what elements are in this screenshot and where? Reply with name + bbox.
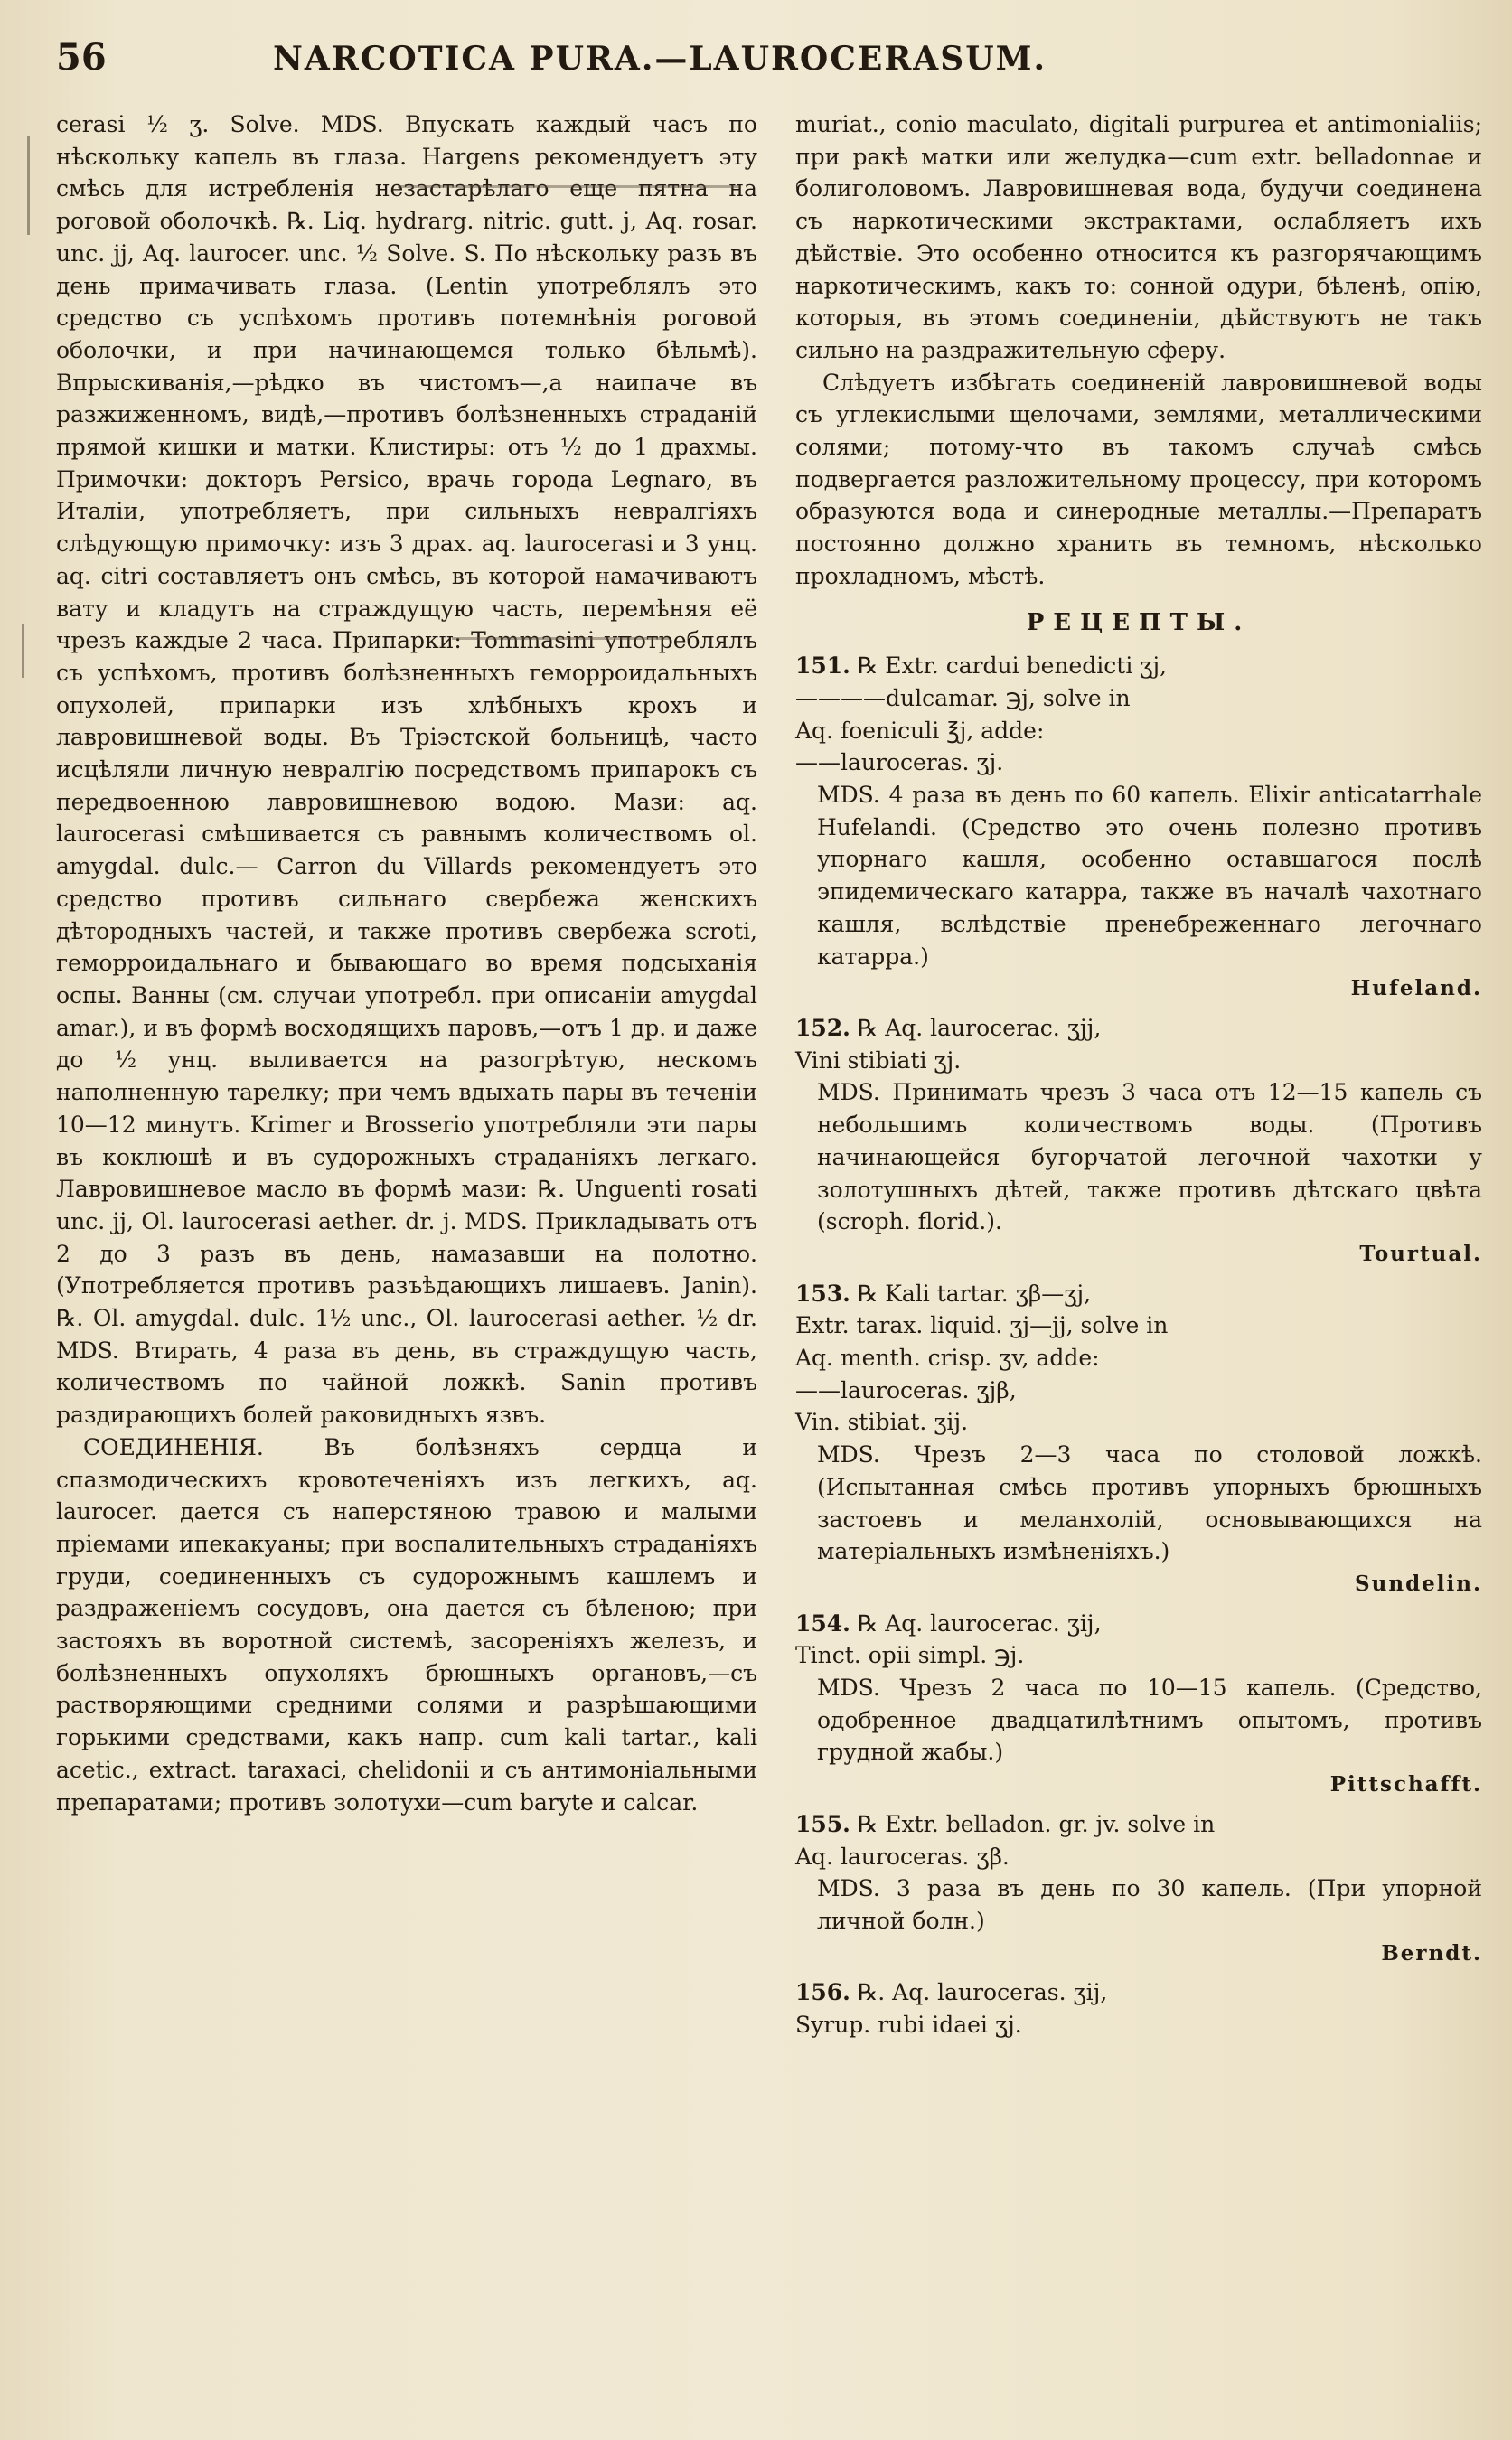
left-column <box>56 108 757 1818</box>
pencil-margin-mark <box>22 624 24 678</box>
recipe-lines: ℞ Aq. laurocerас. ʒij, Tinct. opii simpl. ℈j. <box>795 1609 1102 1669</box>
recipe-note: MDS. Принимать чрезъ 3 часа отъ 12—15 капель съ небольшимъ количествомъ воды. (Противъ начинающейся бугорчатой легочной чахотки у золотушныхъ дѣтей, также противъ дѣтскаго цвѣта (scroph. florid.). <box>817 1079 1482 1235</box>
recipe-entry <box>795 650 1482 1005</box>
recipe-number: 152. <box>795 1014 850 1041</box>
recipe-author: Hufeland. <box>1350 976 1482 1001</box>
recipe-prescription <box>795 1808 1482 1872</box>
recipe-note: MDS. Чрезъ 2—3 часа по столовой ложкѣ. (Испытанная смѣсь противъ упорныхъ брюшныхъ застоевъ и меланхолій, основывающихся на матеріальныхъ измѣненіяхъ.) <box>817 1441 1482 1565</box>
recipe-lines: ℞. Aq. laurocerаs. ʒij, Syrup. rubi idaei ʒj. <box>795 1979 1108 2039</box>
recipe-prescription <box>795 1976 1482 2041</box>
recipe-author: Pittschafft. <box>1329 1772 1482 1797</box>
recipe-author: Berndt. <box>1381 1940 1482 1966</box>
recipe-number: 155. <box>795 1810 850 1837</box>
recipe-entry <box>795 1808 1482 1970</box>
body-paragraph: muriat., conio maculato, digitali purpurea et antimonialiis; при ракѣ матки или желудка—cum extr. belladonnae и болиголовомъ. Лавровишневая вода, будучи соединена съ наркотическими экстрактами, ослабляетъ ихъ дѣйствіе. Это особенно относится къ разгорячающимъ наркотическимъ, какъ то: сонной одури, бѣленѣ, опію, которыя, въ этомъ соединеніи, дѣйствуютъ не такъ сильно на раздражительную сферу. <box>795 111 1482 363</box>
recipe-lines: ℞ Kali tartar. ʒβ—ʒj, Extr. tarax. liquid. ʒj—jj, solve in Aq. menth. crisp. ʒv, adde: ——laurocerаs. ʒjβ, Vin. stibiat. ʒij. <box>795 1280 1169 1436</box>
recipe-author: Tourtual. <box>1359 1241 1482 1266</box>
running-title: NARCOTICA PURA.—LAUROCERASUM. <box>273 40 1047 78</box>
recipe-entry <box>795 1608 1482 1801</box>
recipe-number: 156. <box>795 1979 850 2006</box>
recipe-prescription <box>795 1012 1482 1076</box>
recipe-number: 154. <box>795 1609 850 1637</box>
recipe-number: 153. <box>795 1280 850 1307</box>
recipe-note: MDS. 4 раза въ день по 60 капель. Elixir anticatarrhale Hufelandi. (Средство это очень полезно противъ упорнаго кашля, особенно оставшагося послѣ эпидемическаго катарра, также въ началѣ чахотнаго кашля, вслѣдствіе пренебреженнаго легочнаго катарра.) <box>817 782 1482 970</box>
recipe-note: MDS. Чрезъ 2 часа по 10—15 капель. (Средство, одобренное двадцатилѣтнимъ опытомъ, противъ грудной жабы.) <box>817 1675 1482 1766</box>
body-paragraph: cerasi ½ ʒ. Solve. MDS. Впускать каждый часъ по нѣскольку капель въ глаза. Hargens рекомендуетъ эту смѣсь для истребленія незастарѣлаго еще пятна на роговой оболочкѣ. ℞. Liq. hydrarg. nitric. gutt. j, Aq. rosar. unc. jj, Aq. laurocer. unc. ½ Solve. S. По нѣскольку разъ въ день примачивать глаза. (Lentin употреблялъ это средство съ успѣхомъ противъ потемнѣнія роговой оболочки, и при начинающемся только бѣльмѣ). Впрыскиванія,—рѣдко въ чистомъ—,а наипаче въ разжиженномъ, видѣ,—противъ болѣзненныхъ страданій прямой кишки и матки. Клистиры: отъ ½ до 1 драхмы. Примочки: докторъ Persico, врачь города Legnaro, въ Италіи, употребляетъ, при сильныхъ невралгіяхъ слѣдующую примочку: изъ 3 драх. aq. laurocerasi и 3 унц. aq. citri составляетъ онъ смѣсь, въ которой намачиваютъ вату и кладутъ на страждущую часть, перемѣняя её чрезъ каждые 2 часа. Припарки: Tommasini употреблялъ съ успѣхомъ, противъ болѣзненныхъ геморроидальныхъ опухолей, припарки изъ хлѣбныхъ крохъ и лавровишневой воды. Въ Тріэстской больницѣ, часто исцѣляли личную невралгію посредствомъ припарокъ съ передвоенною лавровишневою водою. Мази: aq. laurocerasi смѣшивается съ равнымъ количествомъ ol. amygdal. dulc.— Carron du Villards рекомендуетъ это средство противъ сильнаго свербежа женскихъ дѣтородныхъ частей, и также противъ свербежа scroti, геморроидальнаго и бывающаго во время подсыханія оспы. Ванны (см. случаи употребл. при описаніи amygdal amar.), и въ формѣ восходящихъ паровъ,—отъ 1 др. и даже до ½ унц. выливается на разогрѣтую, нескомъ наполненную тарелку; при чемъ вдыхать пары въ теченіи 10—12 минутъ. Krimer и Brosserio употребляли эти пары въ коклюшѣ и въ судорожныхъ страданіяхъ легкаго. Лавровишневое масло въ формѣ мази: ℞. Unguenti rosati unc. jj, Ol. laurocerasi aether. dr. j. MDS. Прикладывать отъ 2 до 3 разъ въ день, намазавши на полотно. (Употребляется противъ разъѣдающихъ лишаевъ. Janin). ℞. Ol. amygdal. dulc. 1½ unc., Ol. laurocerasi aether. ½ dr. MDS. Втирать, 4 раза въ день, въ страждущую часть, количествомъ по чайной ложкѣ. Sanin противъ раздирающихъ болей раковидныхъ язвъ. <box>56 111 757 1429</box>
recipe-entry <box>795 1278 1482 1600</box>
recipe-entry <box>795 1976 1482 2041</box>
page-header <box>56 36 1466 90</box>
pencil-underline <box>398 185 741 188</box>
body-paragraph: Слѣдуетъ избѣгать соединеній лавровишневой воды съ углекислыми щелочами, землями, металлическими солями; потому-что въ такомъ случаѣ смѣсь подвергается разложительному процессу, при которомъ образуются вода и синеродные металлы.—Препаратъ постоянно должно хранить въ темномъ, нѣсколько прохладномъ, мѣстѣ. <box>795 369 1482 589</box>
recipe-prescription <box>795 650 1482 779</box>
recipes-heading: РЕЦЕПТЫ. <box>1026 608 1252 636</box>
body-paragraph: СОЕДИНЕНІЯ. Въ болѣзняхъ сердца и спазмодическихъ кровотеченіяхъ изъ легкихъ, aq. laurocer. дается съ наперстяною травою и малыми пріемами ипекакуаны; при воспалительныхъ страданіяхъ груди, соединенныхъ съ судорожнымъ кашлемъ и раздраженіемъ сосудовъ, она дается съ бѣленою; при застояхъ въ воротной системѣ, засореніяхъ железъ, и болѣзненныхъ опухоляхъ брюшныхъ органовъ,—съ растворяющими средними солями и разрѣшающими горькими средствами, какъ напр. cum kali tartar., kali acetic., extract. taraxaci, chelidonii и съ антимоніальными препаратами; противъ золотухи—cum baryte и calcar. <box>56 1433 757 1816</box>
pencil-underline <box>452 637 669 640</box>
recipe-author: Sundelin. <box>1355 1571 1482 1596</box>
recipe-lines: ℞ Extr. cardui benedicti ʒj, ————dulcamar. ℈j, solve in Aq. foeniculi ℥j, adde: ——lauroceras. ʒj. <box>795 652 1168 776</box>
right-column <box>795 108 1482 2041</box>
recipe-prescription <box>795 1608 1482 1672</box>
recipe-note: MDS. 3 раза въ день по 30 капель. (При упорной личной болн.) <box>817 1875 1482 1934</box>
recipe-number: 151. <box>795 652 850 680</box>
recipe-lines: ℞ Extr. belladon. gr. jv. solve in Aq. laurocerаs. ʒβ. <box>795 1810 1216 1870</box>
recipe-entry <box>795 1012 1482 1271</box>
recipe-lines: ℞ Aq. laurocerас. ʒjj, Vini stibiati ʒj. <box>795 1014 1102 1074</box>
recipe-prescription <box>795 1278 1482 1440</box>
page-number: 56 <box>56 36 107 79</box>
pencil-margin-mark <box>27 136 30 235</box>
